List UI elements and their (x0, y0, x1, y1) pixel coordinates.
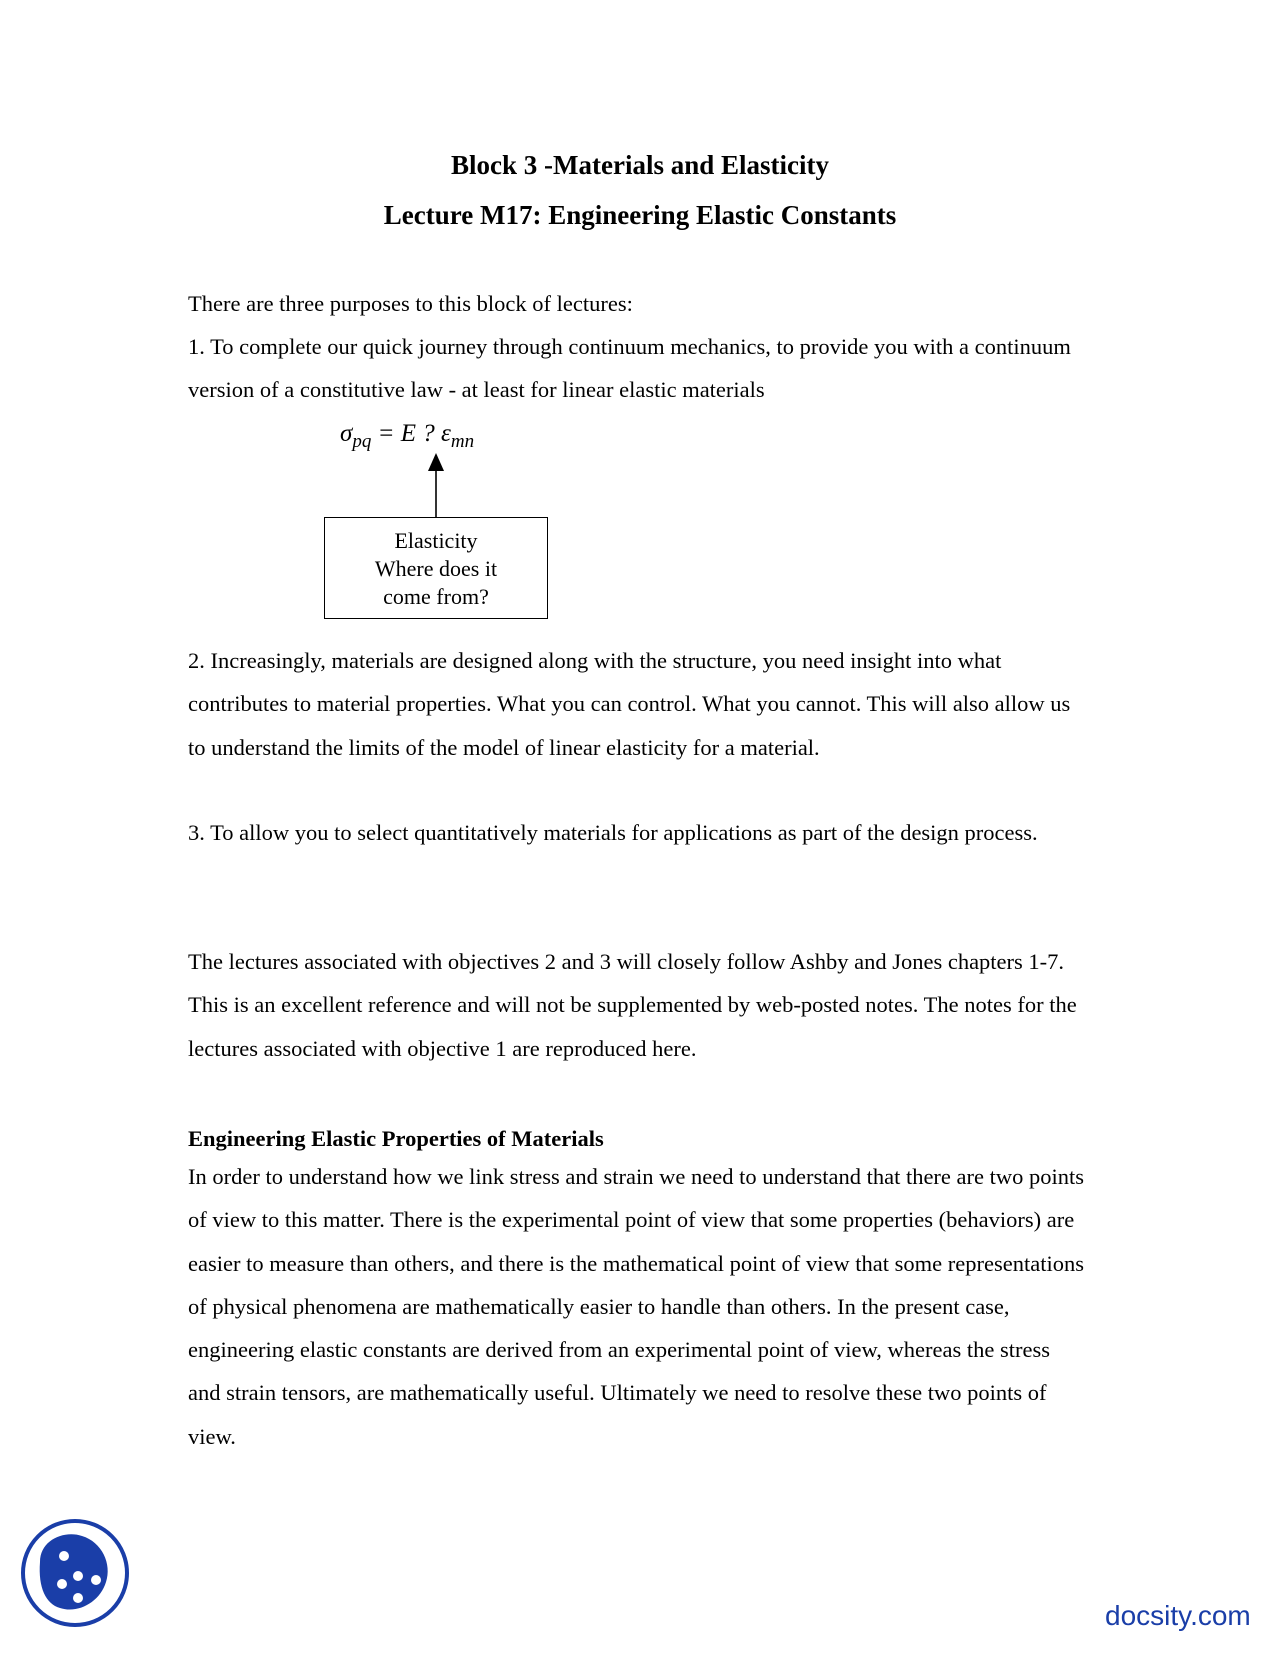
docsity-brand-link[interactable]: docsity.com (1105, 1600, 1251, 1631)
box-line-3: come from? (383, 584, 489, 609)
purpose-item-3: 3. To allow you to select quantitatively materials for applications as part of the design process. (188, 820, 1038, 845)
reference-note: The lectures associated with objectives 2 and 3 will closely follow Ashby and Jones chapters 1-7. This is an excellent reference and will not be supplemented by web-posted notes. The notes for the lectures associated with objective 1 are reproduced here. (188, 949, 1077, 1061)
formula-sigma: σ (340, 420, 353, 447)
intro-lead: There are three purposes to this block of lectures: (188, 291, 633, 316)
section-heading: Engineering Elastic Properties of Materials (188, 1126, 604, 1151)
document-title: Block 3 -Materials and Elasticity (451, 150, 829, 180)
formula-operator: = E ? ε (371, 420, 451, 447)
docsity-logo-icon (20, 1518, 130, 1628)
constitutive-law-formula (340, 420, 474, 453)
box-line-2: Where does it (374, 556, 498, 581)
purpose-item-1: 1. To complete our quick journey through continuum mechanics, to provide you with a continuum version of a constitutive law - at least for linear elastic materials (188, 334, 1071, 403)
section-body: In order to understand how we link stress and strain we need to understand that there are two points of view to this matter. There is the experimental point of view that some properties (behaviors) are easier to measure than others, and there is the mathematical point of view that some representations of physical phenomena are mathematically easier to handle than others. In the present case, engineering elastic constants are derived from an experimental point of view, whereas the stress and strain tensors, are mathematically useful. Ultimately we need to resolve these two points of view. (188, 1164, 1085, 1449)
up-arrow-icon (426, 453, 446, 519)
lecture-subtitle: Lecture M17: Engineering Elastic Constants (383, 200, 897, 230)
formula-epsilon-subscript: mn (450, 431, 475, 452)
formula-sigma-subscript: pq (352, 431, 372, 452)
box-line-1: Elasticity (394, 528, 478, 553)
elasticity-diagram-box (324, 517, 548, 619)
purpose-item-2: 2. Increasingly, materials are designed along with the structure, you need insight into what contributes to material properties. What you can control. What you cannot. This will also allow us to understand the limits of the model of linear elasticity for a material. (188, 648, 1071, 760)
